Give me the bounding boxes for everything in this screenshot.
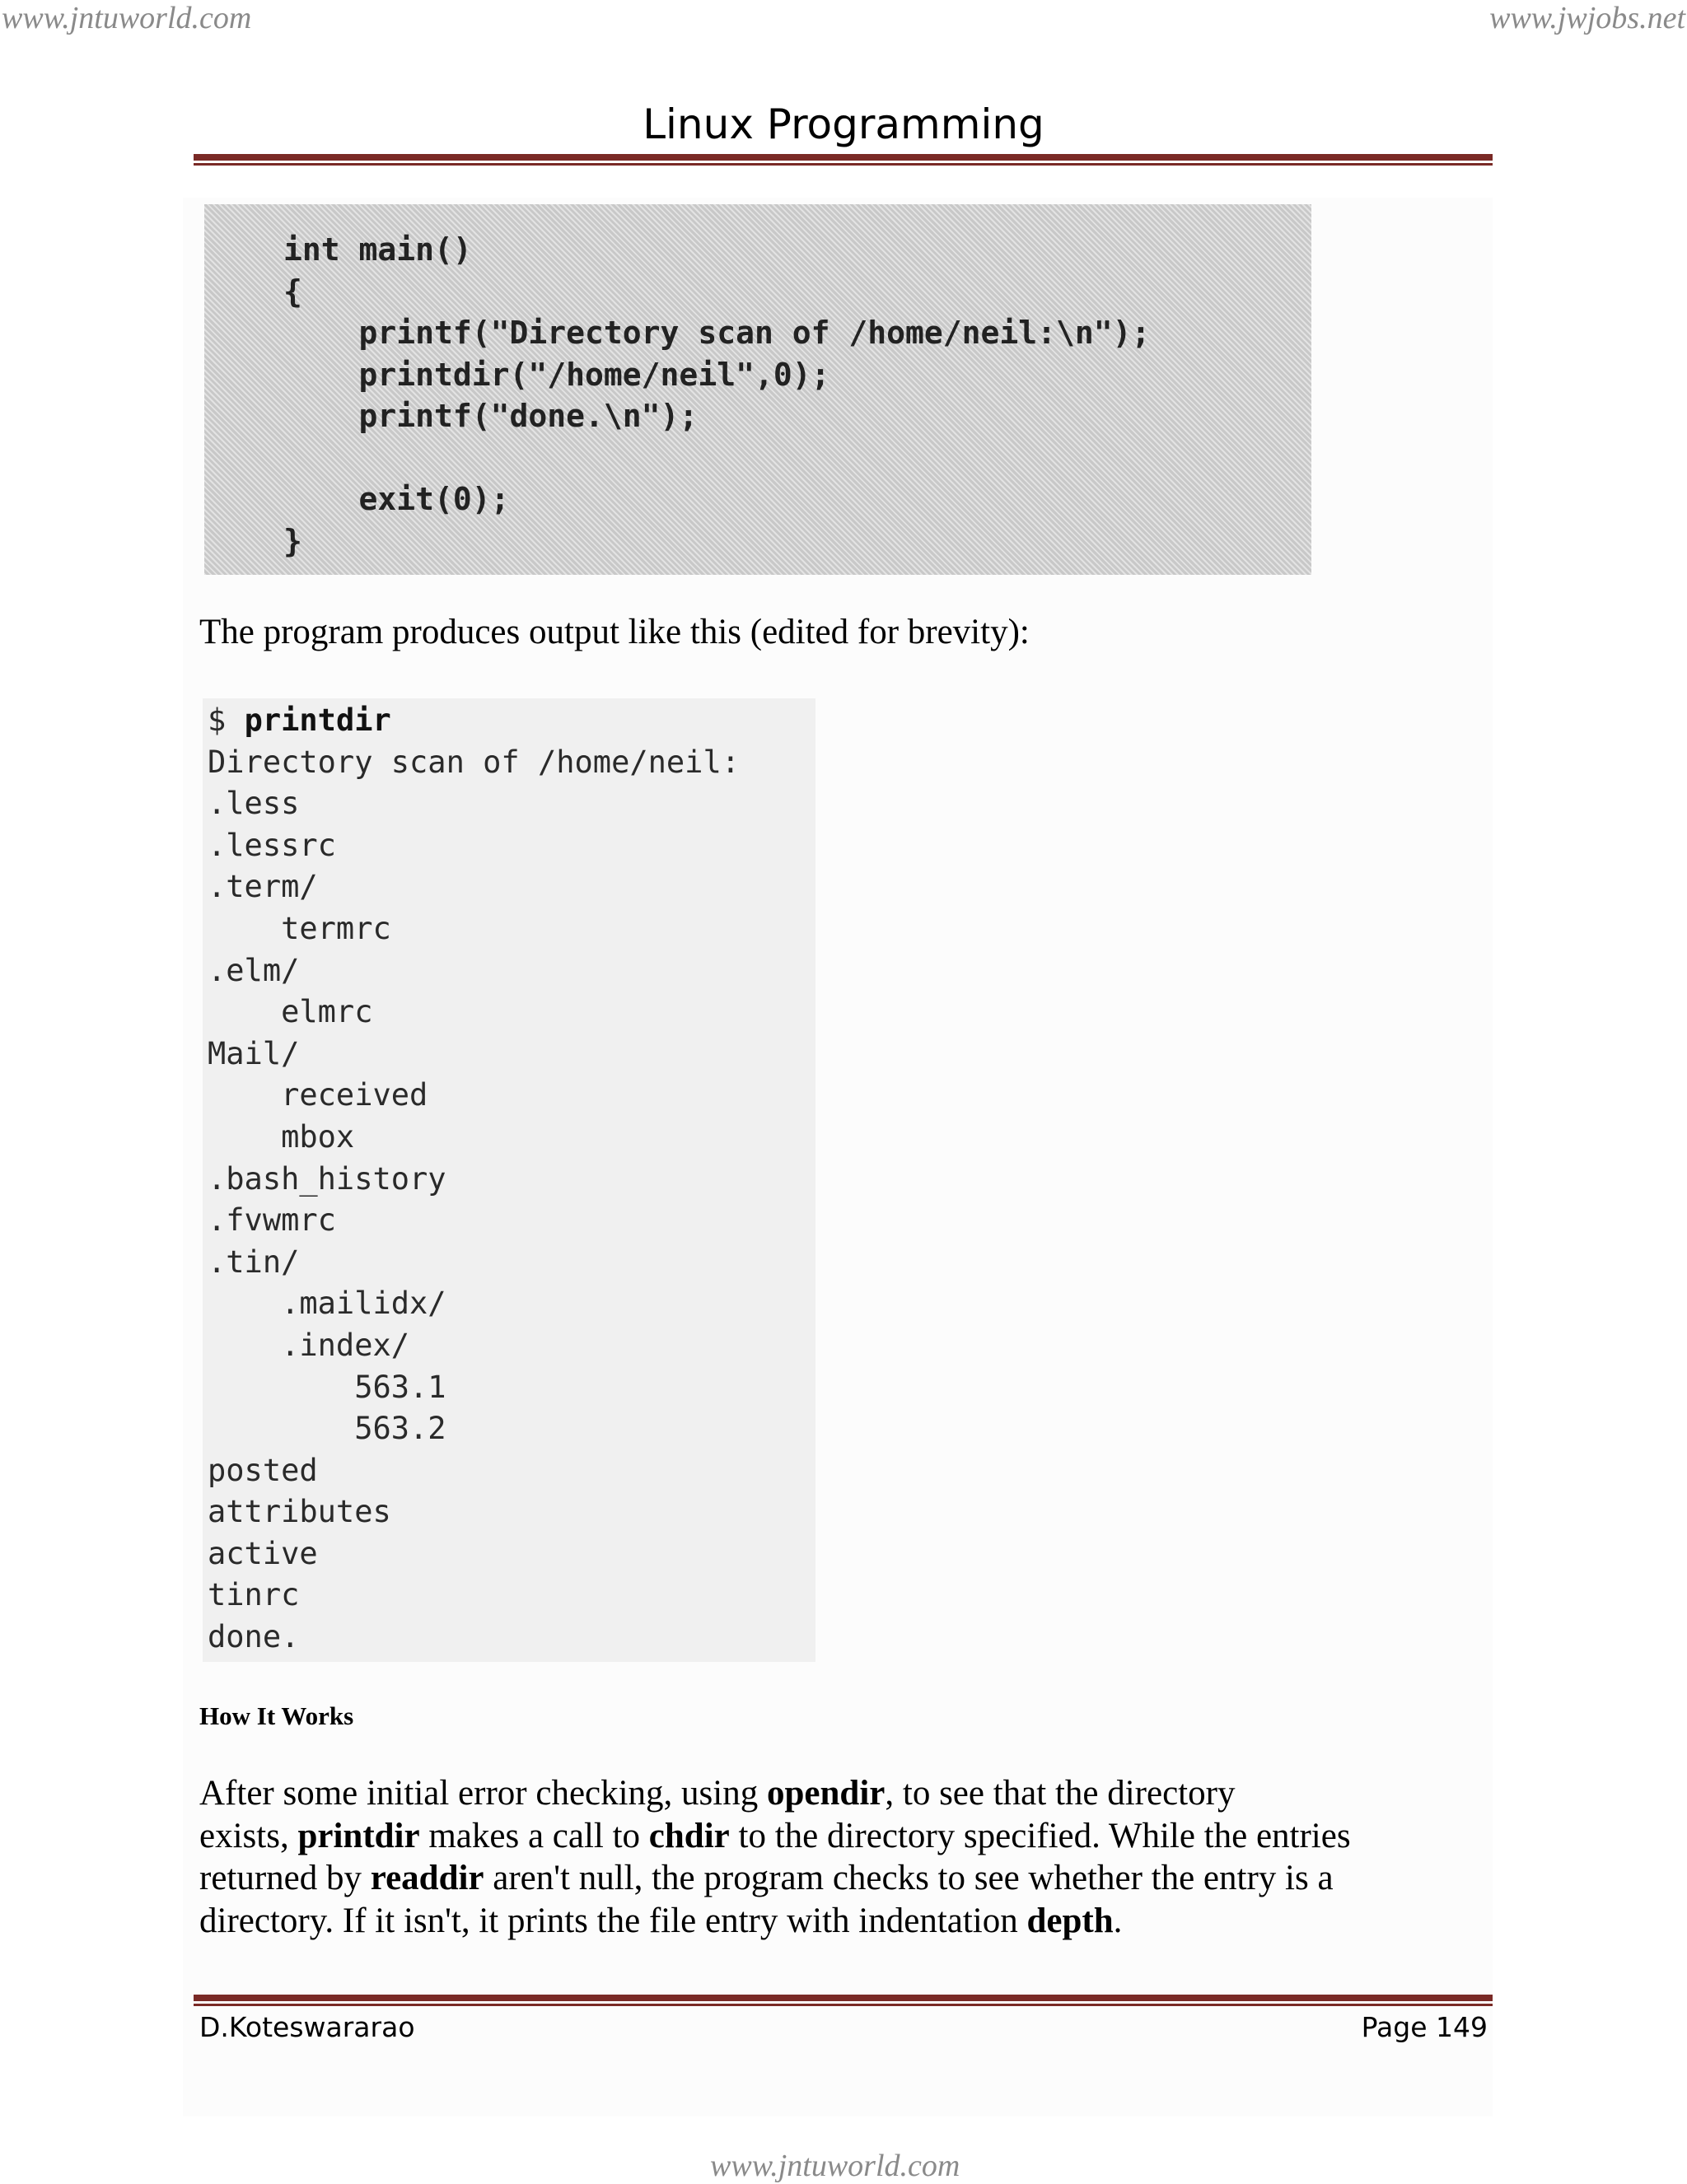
output-line: .tin/ [208,1244,300,1280]
paragraph-text: exists, [199,1816,298,1855]
output-line: tinrc [208,1577,300,1613]
shell-command: printdir [244,702,391,738]
output-line: attributes [208,1494,391,1530]
output-line: done. [208,1619,300,1655]
output-line: .index/ [208,1327,410,1363]
output-line: .less [208,786,300,822]
code-line: printf("done.\n"); [283,398,699,434]
program-output-text [208,700,740,1659]
intro-text: The program produces output like this (edited for brevity): [199,613,1030,651]
paragraph-text: aren't null, the program checks to see whether the entry is a [484,1859,1334,1897]
footer-rule [194,1995,1493,2006]
code-line: exit(0); [283,481,510,517]
keyword-readdir: readdir [370,1859,484,1897]
output-line: posted [208,1452,318,1488]
watermark-top-left: www.jntuworld.com [2,1,252,35]
output-line: 563.1 [208,1369,446,1405]
shell-prompt: $ [208,702,245,738]
code-listing [204,204,1311,575]
paragraph-text: makes a call to [419,1816,649,1855]
output-line: .bash_history [208,1160,446,1197]
footer-page-number: Page 149 [1361,2011,1488,2043]
code-listing-text [283,229,1150,562]
program-output [203,698,815,1662]
code-line: int main() [283,231,472,268]
keyword-opendir: opendir [767,1774,886,1813]
keyword-chdir: chdir [648,1816,730,1855]
keyword-printdir: printdir [297,1816,420,1855]
code-line: printf("Directory scan of /home/neil:\n"); [283,315,1151,351]
paragraph-text: . [1113,1901,1123,1940]
page-header-title: Linux Programming [643,100,1044,148]
header-rule [194,154,1493,166]
output-line: mbox [208,1118,355,1155]
output-line: elmrc [208,994,373,1030]
paragraph-text: returned by [199,1859,371,1897]
footer-author: D.Koteswararao [199,2011,415,2043]
paragraph-text: to the directory specified. While the entries [729,1816,1351,1855]
output-line: received [208,1077,428,1113]
keyword-depth: depth [1026,1901,1114,1940]
output-line: .lessrc [208,827,336,863]
output-line: .mailidx/ [208,1286,446,1322]
code-line: } [283,522,302,559]
paragraph-text: directory. If it isn't, it prints the file entry with indentation [199,1901,1027,1940]
paragraph-text: After some initial error checking, using [199,1774,767,1813]
output-line: Directory scan of /home/neil: [208,744,741,780]
section-heading: How It Works [199,1701,354,1730]
paragraph-text: , to see that the directory [885,1774,1236,1813]
output-line: .fvwmrc [208,1202,336,1239]
section-paragraph [199,1772,1517,1942]
output-line: Mail/ [208,1035,300,1071]
watermark-top-right: www.jwjobs.net [1489,1,1685,35]
watermark-bottom: www.jntuworld.com [710,2149,960,2183]
code-line: printdir("/home/neil",0); [283,356,830,393]
output-line: 563.2 [208,1411,446,1447]
output-line: active [208,1535,318,1571]
code-line: { [283,273,302,310]
output-line: termrc [208,910,391,946]
output-line: .elm/ [208,952,300,988]
output-line: .term/ [208,869,318,905]
